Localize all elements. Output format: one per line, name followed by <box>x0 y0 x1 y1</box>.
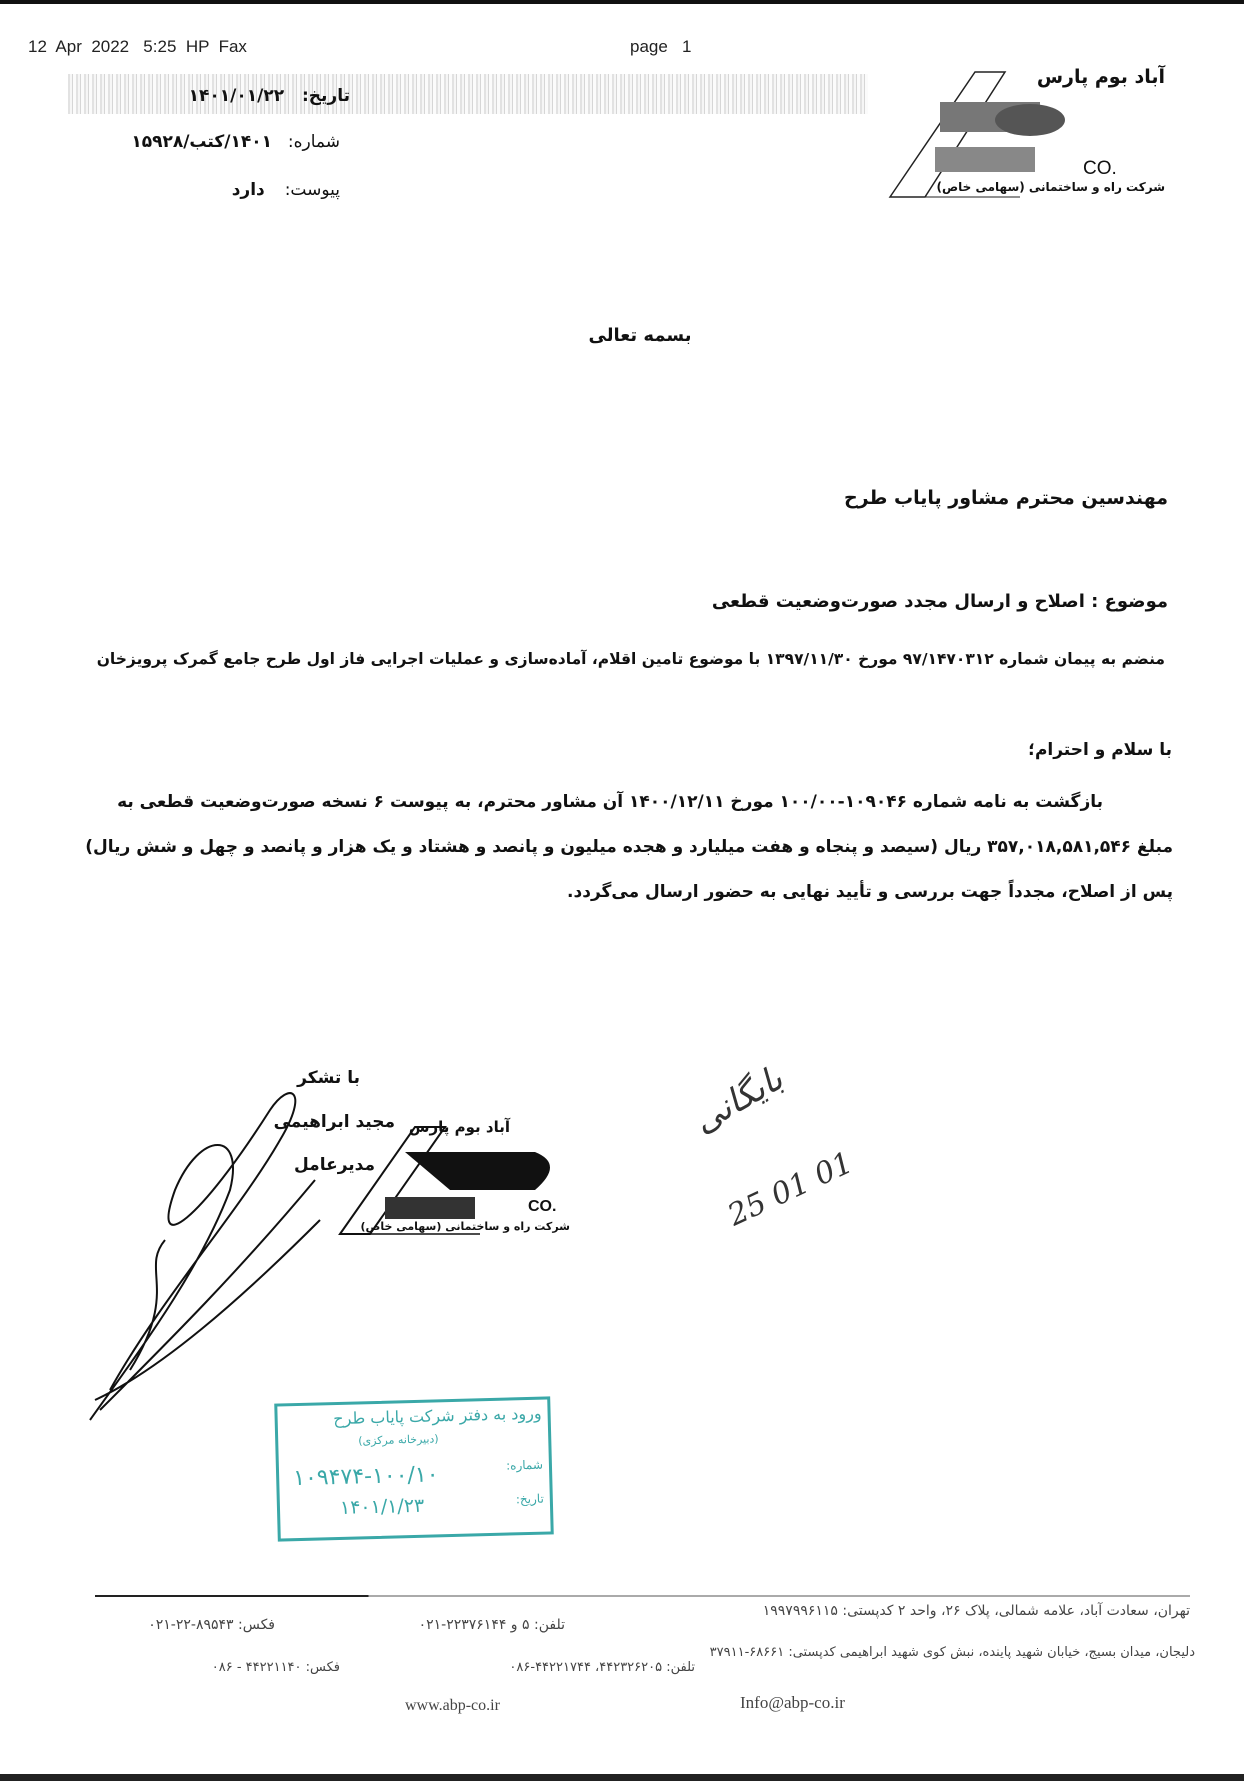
footer-dlijan-fax: فکس: ۴۴۲۲۱۱۴۰ - ۰۸۶ <box>211 1660 340 1675</box>
footer-website[interactable]: www.abp-co.ir <box>405 1697 500 1714</box>
receipt-stamp <box>274 1396 554 1541</box>
footer-tehran-address: تهران، سعادت آباد، علامه شمالی، پلاک ۲۶، واحد ۲ کدپستی: ۱۹۹۷۹۹۶۱۱۵ <box>762 1603 1190 1619</box>
company-logo <box>880 62 1165 207</box>
fax-edge-top <box>0 0 1244 4</box>
footer-dlijan-phone: تلفن: ۴۴۲۳۲۶۲۰۵، ۴۴۲۲۱۷۴۴-۰۸۶ <box>509 1660 695 1675</box>
fax-page-number: page 1 <box>630 37 692 56</box>
company-logo-name: آباد بوم پارس <box>1036 66 1165 88</box>
footer-dlijan-address: دلیجان، میدان بسیج، خیابان شهید پاینده، نبش کوی شهید ابراهیمی کدپستی: ۶۸۶۶۱-۳۷۹۱۱ <box>709 1645 1195 1660</box>
signer-title: مدیرعامل <box>294 1155 375 1175</box>
footer-tehran-fax: فکس: ۸۹۵۴۳-۲۲-۰۲۱ <box>148 1617 275 1633</box>
date-value: ۱۴۰۱/۰۱/۲۲ <box>188 86 285 106</box>
company-logo-co: CO. <box>1083 158 1117 179</box>
attachment-label: پیوست: <box>284 180 340 200</box>
recipient: مهندسین محترم مشاور پایاب طرح <box>843 487 1168 509</box>
handwritten-note-word: بایگانی <box>686 1058 790 1142</box>
footer-divider <box>95 1595 1190 1597</box>
number-value: ۱۴۰۱/کتب/۱۵۹۲۸ <box>131 132 272 152</box>
handwritten-signature-icon <box>80 1070 400 1430</box>
fax-edge-bottom <box>0 1774 1244 1781</box>
signer-name: مجید ابراهیمی <box>273 1112 395 1132</box>
date-field <box>120 86 350 106</box>
body-paragraph: بازگشت به نامه شماره ۱۰۹۰۴۶-۱۰۰/۰۰ مورخ ۱۴۰۰/۱۲/۱۱ آن مشاور محترم، به پیوست ۶ نسخه صورت‌وضعیت قطعی به مبلغ ۳۵۷,۰۱۸,۵۸۱,۵۴۶ ریال (سیصد و پنجاه و هفت میلیارد و هجده میلیون و پانصد و هشتاد و یک هزار و پانصد و چهل و شش ریال) پس از اصلاح، مجدداً جهت بررسی و تأیید نهایی به حضور ارسال می‌گردد. <box>85 792 1173 902</box>
number-label: شماره: <box>287 132 340 152</box>
handwritten-date: 25 01 01 <box>722 1145 859 1234</box>
stamp-title: ورود به دفتر شرکت پایاب طرح <box>333 1403 542 1429</box>
date-label: تاریخ: <box>302 86 350 106</box>
greeting: با سلام و احترام؛ <box>1028 740 1172 760</box>
closing: با تشکر <box>297 1068 360 1088</box>
stamp-subtitle: (دبیرخانه مرکزی) <box>358 1432 439 1448</box>
signature-logo-subtitle: شرکت راه و ساختمانی (سهامی خاص) <box>360 1220 570 1233</box>
stamp-number-label: شماره: <box>505 1457 544 1473</box>
invocation: بسمه تعالی <box>588 325 692 346</box>
footer-email[interactable]: Info@abp-co.ir <box>740 1693 845 1712</box>
footer-tehran-phone: تلفن: ۵ و ۲۲۳۷۶۱۴۴-۰۲۱ <box>418 1617 565 1633</box>
subject: موضوع : اصلاح و ارسال مجدد صورت‌وضعیت قطعی <box>711 591 1168 612</box>
attachment-value: دارد <box>231 180 265 200</box>
stamp-number-value: ۱۰۹۴۷۴-۱۰۰/۱۰ <box>292 1462 439 1492</box>
stamp-date-label: تاریخ: <box>515 1491 545 1507</box>
company-logo-subtitle: شرکت راه و ساختمانی (سهامی خاص) <box>936 180 1165 194</box>
fax-timestamp: 12 Apr 2022 5:25 HP Fax <box>28 37 247 56</box>
signature-logo-name: آباد بوم پارس <box>408 1118 510 1136</box>
contract-reference: منضم به پیمان شماره ۹۷/۱۴۷۰۳۱۲ مورخ ۱۳۹۷/۱۱/۳۰ با موضوع تامین اقلام، آماده‌سازی و عملیات اجرایی فاز اول طرح جامع گمرک پرویزخان <box>96 650 1165 668</box>
number-field <box>60 132 340 152</box>
stamp-date-value: ۱۴۰۱/۱/۲۳ <box>339 1494 425 1519</box>
signature-logo-co: CO. <box>528 1198 557 1215</box>
attachment-field <box>150 180 340 200</box>
